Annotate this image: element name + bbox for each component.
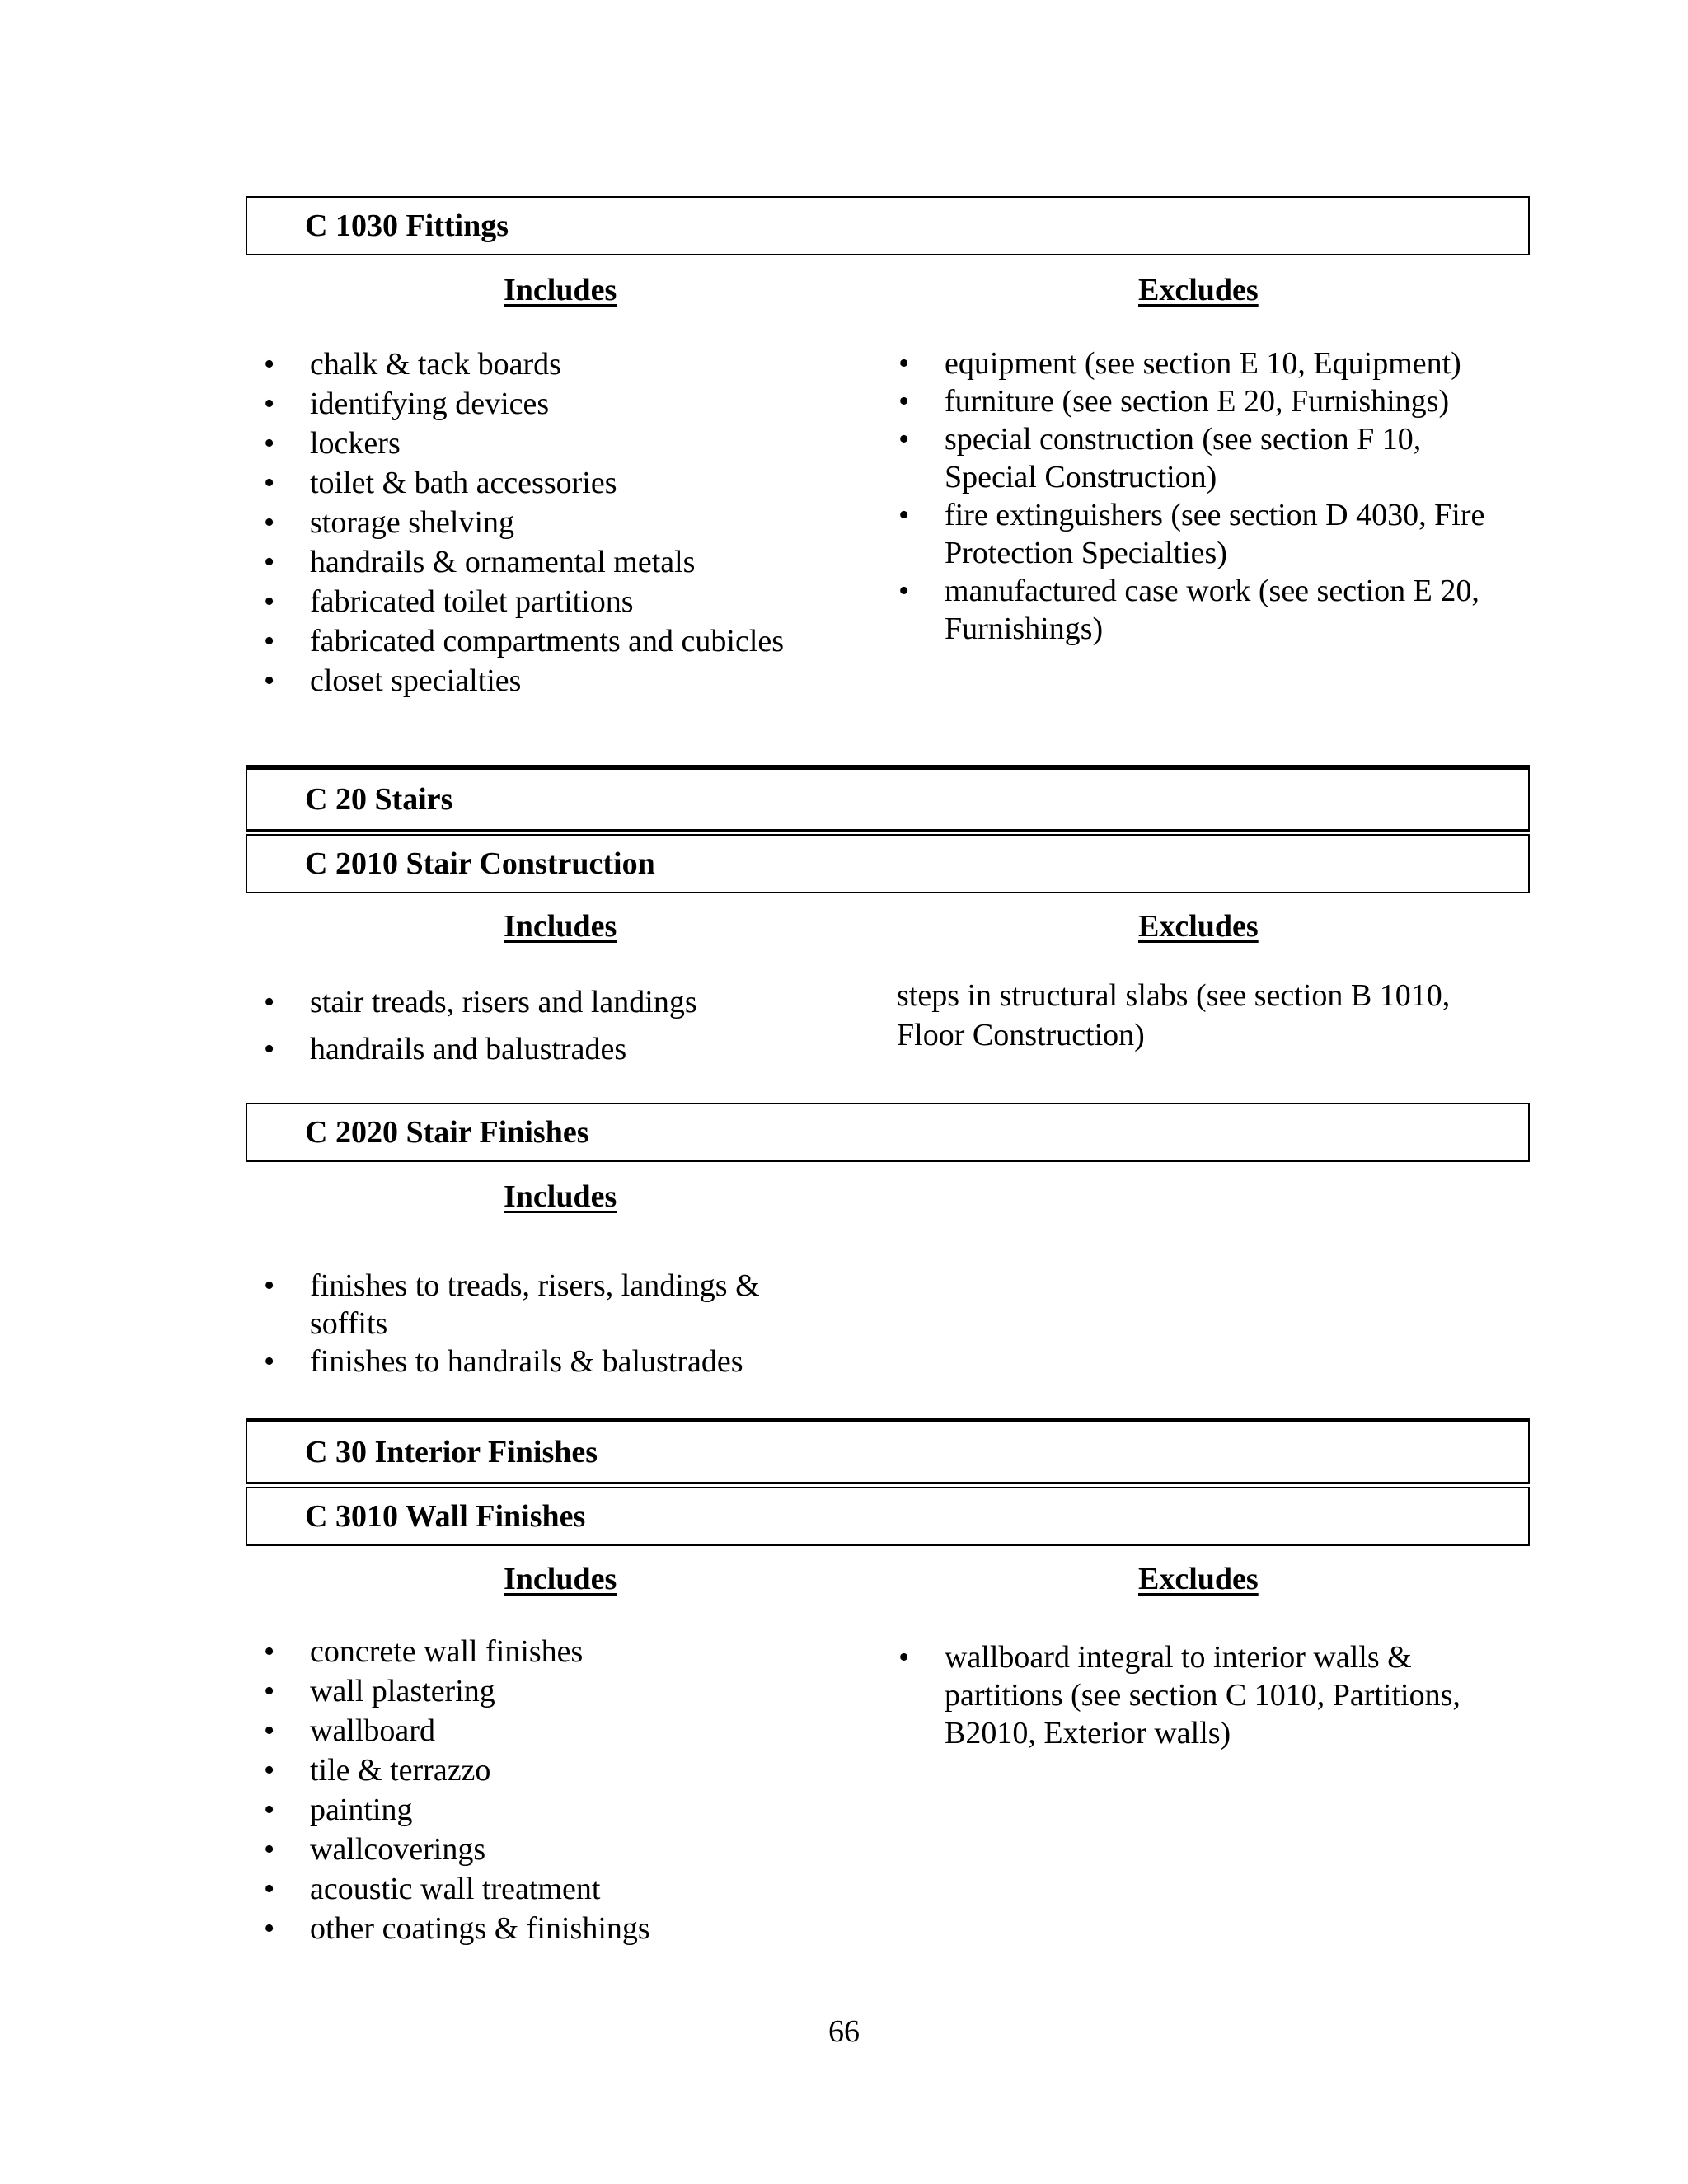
divider [246, 830, 1530, 832]
section-header-stairs [246, 765, 1530, 831]
section-title-stair-finishes: C 2020 Stair Finishes [305, 1115, 589, 1150]
list-item: • chalk & tack boards [264, 344, 857, 384]
list-item: • tile & terrazzo [264, 1750, 857, 1790]
list-item: • other coatings & finishings [264, 1909, 857, 1948]
list-item: • manufactured case work (see section E 20, Furnishings) [898, 572, 1508, 648]
list-item: • wallboard integral to interior walls & partitions (see section C 1010, Partitions, B2010, Exterior walls) [898, 1638, 1508, 1752]
list-item: • wallcoverings [264, 1830, 857, 1869]
stair-finishes-includes-list [264, 1267, 824, 1380]
list-item: • wall plastering [264, 1671, 857, 1711]
list-item: • special construction (see section F 10, Special Construction) [898, 420, 1508, 496]
list-item: • fire extinguishers (see section D 4030, Fire Protection Specialties) [898, 496, 1508, 572]
stair-construction-includes-heading: Includes [504, 909, 617, 944]
stair-construction-excludes-text: steps in structural slabs (see section B 1010, Floor Construction) [897, 978, 1451, 1052]
list-item: • finishes to treads, risers, landings & soffits [264, 1267, 824, 1343]
list-item: • toilet & bath accessories [264, 463, 857, 503]
list-item: • handrails & ornamental metals [264, 542, 857, 582]
stair-construction-includes-list [264, 979, 857, 1073]
list-item: • equipment (see section E 10, Equipment) [898, 344, 1508, 382]
list-item: • acoustic wall treatment [264, 1869, 857, 1909]
section-title-stairs: C 20 Stairs [305, 782, 453, 817]
fittings-includes-heading: Includes [504, 273, 617, 307]
section-title-stair-construction: C 2010 Stair Construction [305, 846, 655, 881]
list-item: • wallboard [264, 1711, 857, 1750]
section-title-fittings: C 1030 Fittings [305, 209, 509, 243]
fittings-excludes-heading: Excludes [1138, 273, 1259, 307]
list-item: • storage shelving [264, 503, 857, 542]
section-header-stair-construction [246, 834, 1530, 893]
wall-finishes-excludes-heading: Excludes [1138, 1562, 1259, 1596]
wall-finishes-includes-heading: Includes [504, 1562, 617, 1596]
list-item: • closet specialties [264, 661, 857, 701]
wall-finishes-excludes-list [898, 1638, 1508, 1752]
list-item: • concrete wall finishes [264, 1632, 857, 1671]
fittings-includes-list [264, 344, 857, 701]
section-header-fittings [246, 196, 1530, 255]
section-header-interior-finishes [246, 1418, 1530, 1483]
list-item: • furniture (see section E 20, Furnishings) [898, 382, 1508, 420]
list-item: • finishes to handrails & balustrades [264, 1343, 824, 1380]
section-header-wall-finishes [246, 1487, 1530, 1546]
list-item: • painting [264, 1790, 857, 1830]
divider [246, 1483, 1530, 1484]
stair-construction-excludes-heading: Excludes [1138, 909, 1259, 944]
list-item: • fabricated compartments and cubicles [264, 621, 857, 661]
page-number: 66 [828, 2014, 860, 2049]
wall-finishes-includes-list [264, 1632, 857, 1948]
fittings-excludes-list [898, 344, 1508, 648]
stair-finishes-includes-heading: Includes [504, 1179, 617, 1214]
section-title-wall-finishes: C 3010 Wall Finishes [305, 1499, 586, 1534]
list-item: • lockers [264, 424, 857, 463]
list-item: • identifying devices [264, 384, 857, 424]
list-item: • fabricated toilet partitions [264, 582, 857, 621]
section-header-stair-finishes [246, 1103, 1530, 1162]
list-item: • stair treads, risers and landings [264, 979, 857, 1026]
list-item: • handrails and balustrades [264, 1026, 857, 1073]
section-title-interior-finishes: C 30 Interior Finishes [305, 1435, 598, 1469]
